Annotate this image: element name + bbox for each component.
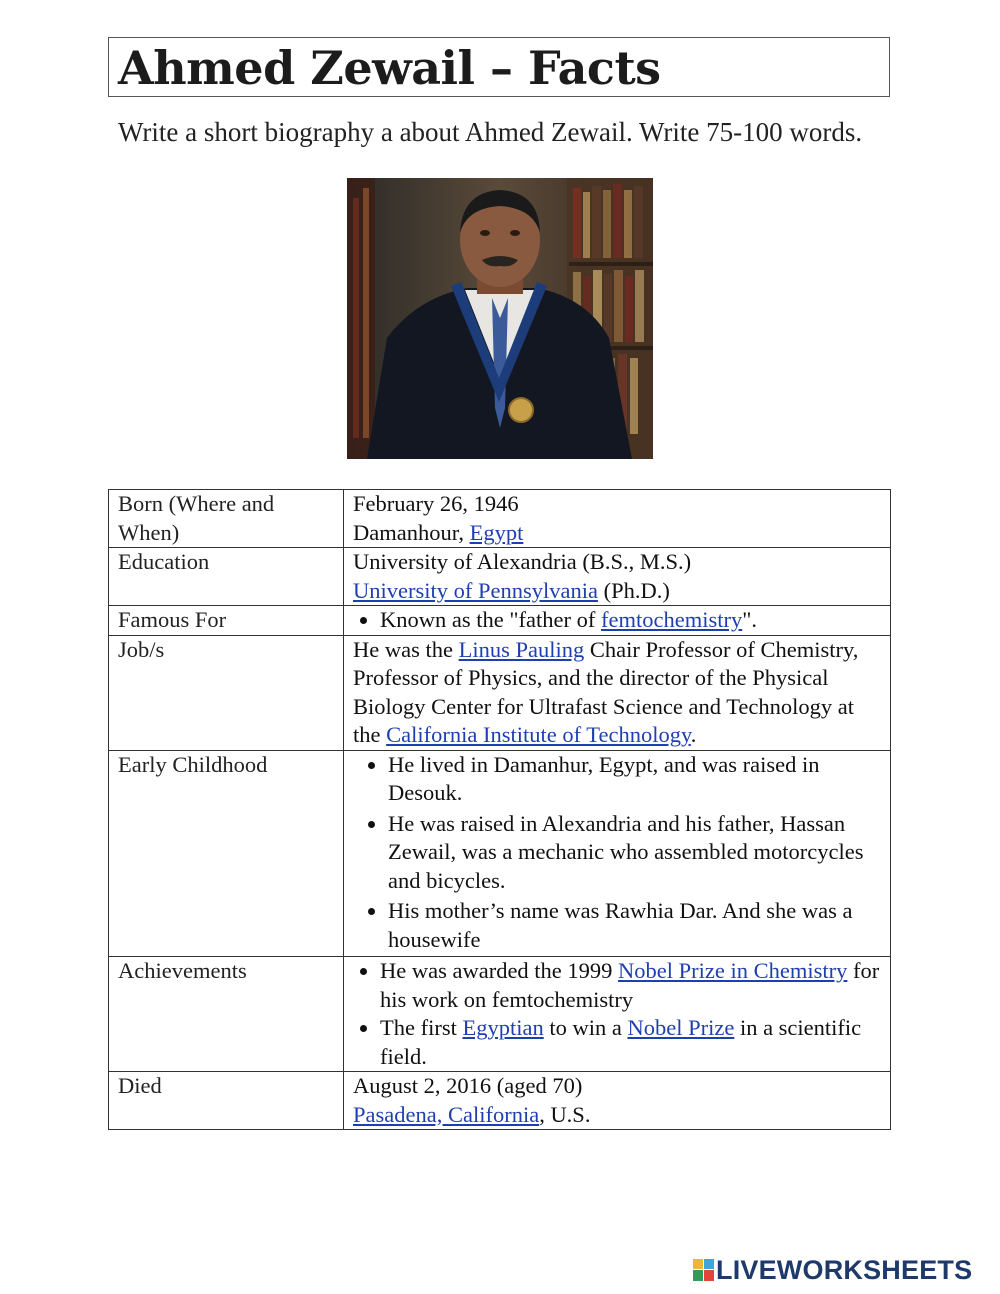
died-value	[344, 1072, 891, 1130]
achievement-2-prefix: The first	[380, 1015, 463, 1040]
egyptian-link[interactable]: Egyptian	[462, 1015, 544, 1040]
instruction-text: Write a short biography a about Ahmed Zewail. Write 75-100 words.	[118, 117, 863, 147]
jobs-value	[344, 635, 891, 750]
jobs-text-2: Chair Professor of Chemistry, Professor of Physics, and the director of the Physical Biology Center for Ultrafast Science and Technology at the	[353, 636, 859, 747]
caltech-link[interactable]: California Institute of Technology	[386, 722, 691, 747]
table-row-jobs	[109, 635, 891, 750]
table-row-early-childhood	[109, 750, 891, 957]
egypt-link[interactable]: Egypt	[469, 519, 524, 545]
early-childhood-label: Early Childhood	[109, 750, 344, 957]
achievement-1-suffix: for his work on femtochemistry	[380, 958, 880, 1012]
list-item: • He lived in Damanhur, Egypt, and was raised in Desouk.	[388, 751, 884, 808]
education-label: Education	[109, 548, 344, 606]
linus-pauling-link[interactable]: Linus Pauling	[458, 636, 585, 662]
list-item	[380, 957, 884, 1014]
jobs-label: Job/s	[109, 635, 344, 750]
died-label: Died	[109, 1072, 344, 1130]
achievement-1-prefix: He was awarded the 1999	[380, 958, 619, 983]
portrait-photo	[347, 178, 653, 459]
list-item: • His mother’s name was Rawhia Dar. And she was a housewife	[388, 897, 884, 954]
pasadena-california-link[interactable]: Pasadena, California	[353, 1101, 540, 1127]
liveworksheets-logo	[693, 1256, 972, 1284]
title-box	[108, 37, 890, 97]
famous-for-label: Famous For	[109, 606, 344, 636]
famous-prefix: Known as the "father of	[380, 607, 601, 632]
early-childhood-list	[353, 751, 884, 955]
education-value	[344, 548, 891, 606]
liveworksheets-logo-icon	[693, 1259, 714, 1281]
list-item	[380, 1014, 884, 1071]
born-place-prefix: Damanhour,	[353, 519, 470, 545]
famous-for-list	[353, 606, 884, 635]
born-date: February 26, 1946	[353, 491, 519, 516]
page-title: Ahmed Zewail – Facts	[118, 41, 661, 95]
early-childhood-value	[344, 750, 891, 957]
portrait-illustration	[347, 178, 653, 459]
famous-for-value	[344, 606, 891, 636]
list-item	[380, 606, 884, 635]
list-item: • He was raised in Alexandria and his father, Hassan Zewail, was a mechanic who assembled motorcycles and bicycles.	[388, 810, 884, 896]
facts-table	[108, 489, 891, 1130]
achievements-list	[353, 957, 884, 1071]
achievement-2-mid: to win a	[543, 1015, 628, 1040]
table-row-achievements	[109, 957, 891, 1072]
died-date: August 2, 2016 (aged 70)	[353, 1073, 583, 1098]
education-line-2-suffix: (Ph.D.)	[597, 577, 670, 603]
jobs-text-3: .	[690, 722, 697, 747]
achievement-2-suffix: in a scientific field.	[380, 1015, 862, 1069]
achievements-value	[344, 957, 891, 1072]
achievements-label: Achievements	[109, 957, 344, 1072]
famous-suffix: ".	[742, 607, 758, 632]
university-of-pennsylvania-link[interactable]: University of Pennsylvania	[353, 577, 598, 603]
born-label: Born (Where and When)	[109, 490, 344, 548]
femtochemistry-link[interactable]: femtochemistry	[601, 607, 743, 632]
born-value	[344, 490, 891, 548]
table-row-education	[109, 548, 891, 606]
liveworksheets-logo-text: LIVEWORKSHEETS	[716, 1254, 973, 1285]
died-place-suffix: , U.S.	[539, 1101, 591, 1127]
nobel-prize-in-chemistry-link[interactable]: Nobel Prize in Chemistry	[618, 958, 848, 983]
table-row-born	[109, 490, 891, 548]
nobel-prize-link[interactable]: Nobel Prize	[627, 1015, 735, 1040]
education-line-1: University of Alexandria (B.S., M.S.)	[353, 549, 692, 574]
jobs-text-1: He was the	[353, 636, 459, 662]
table-row-died	[109, 1072, 891, 1130]
table-row-famous-for	[109, 606, 891, 636]
